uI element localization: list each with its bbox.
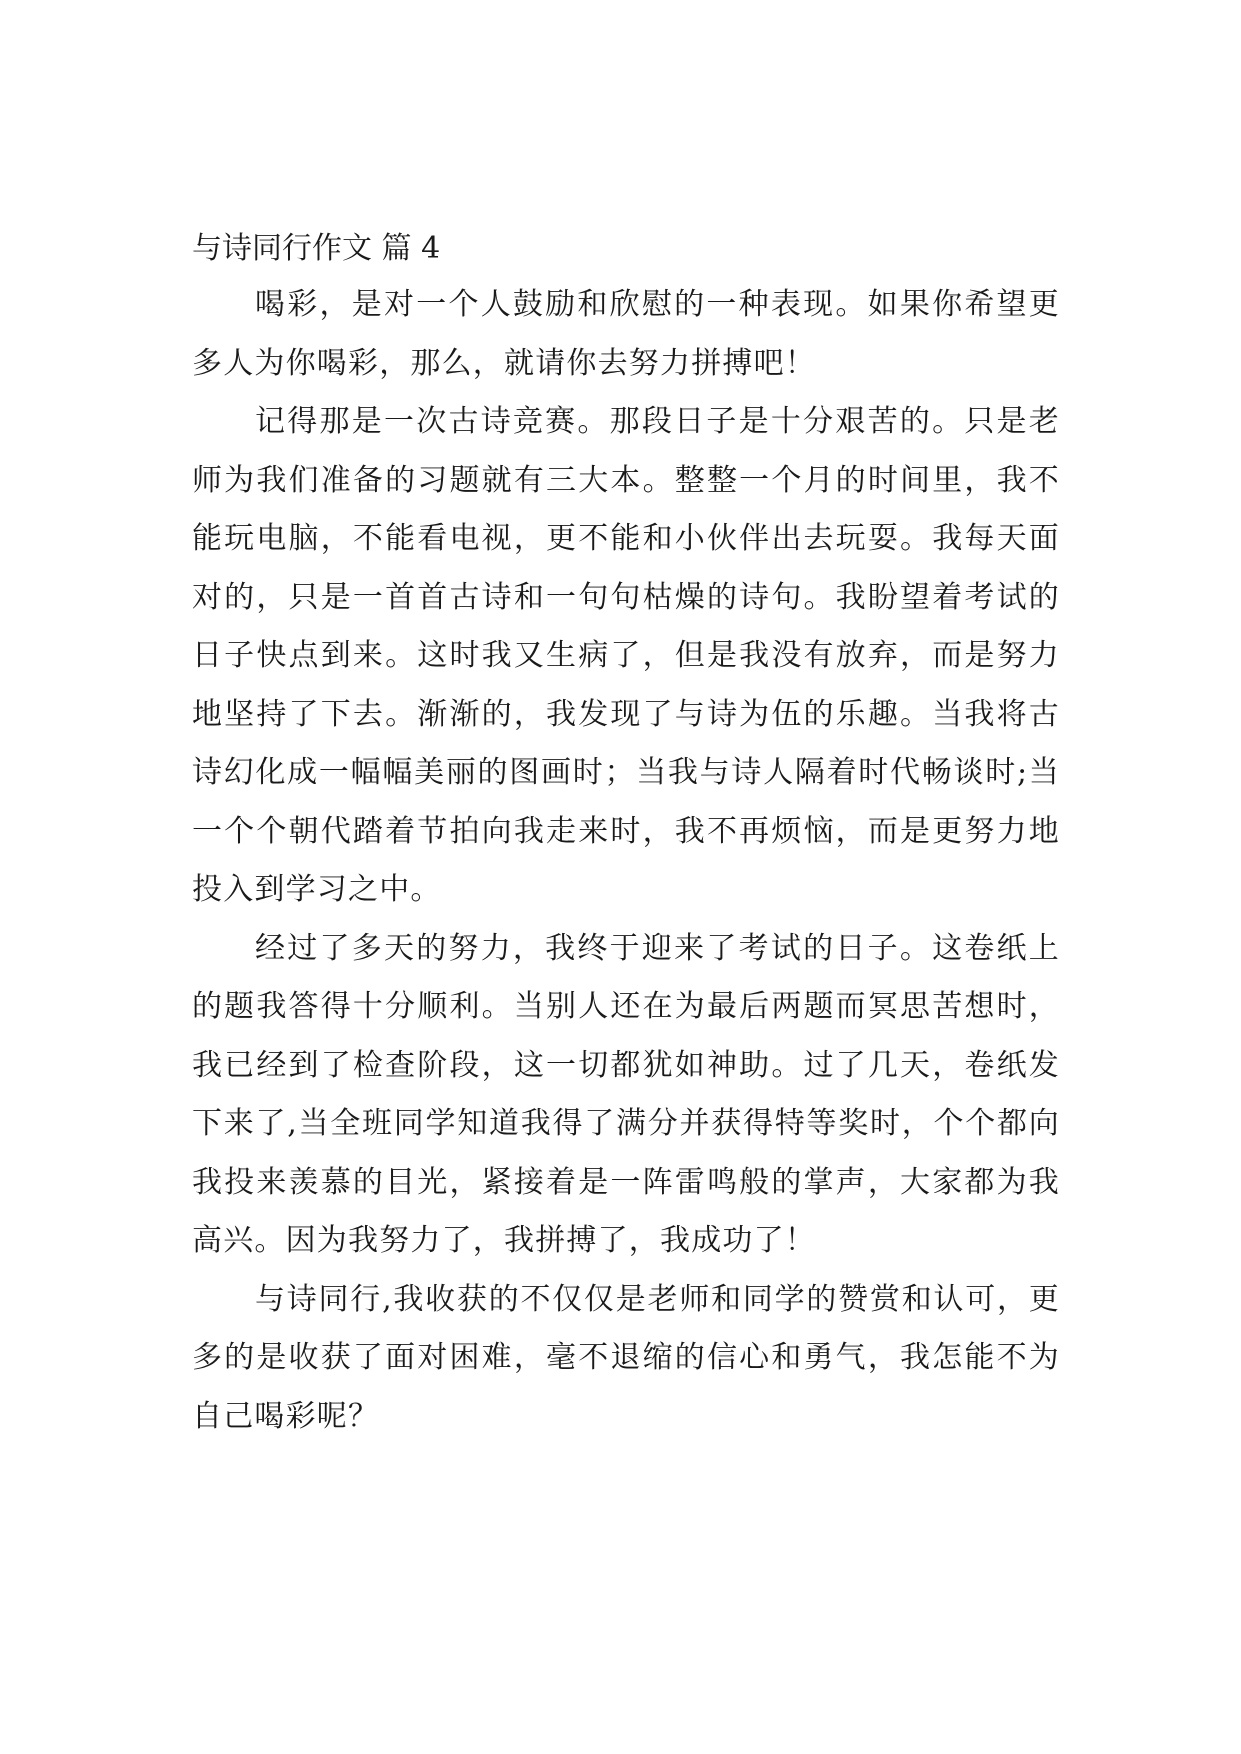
paragraph-2: 记得那是一次古诗竞赛。那段日子是十分艰苦的。只是老师为我们准备的习题就有三大本。整整一个月的时间里，我不能玩电脑，不能看电视，更不能和小伙伴出去玩耍。我每天面对的，只是一首首古诗和一句句枯燥的诗句。我盼望着考试的日子快点到来。这时我又生病了，但是我没有放弃，而是努力地坚持了下去。渐渐的，我发现了与诗为伍的乐趣。当我将古诗幻化成一幅幅美丽的图画时；当我与诗人隔着时代畅谈时;当一个个朝代踏着节拍向我走来时，我不再烦恼，而是更努力地投入到学习之中。 [192, 404, 1060, 907]
paragraph-1: 喝彩，是对一个人鼓励和欣慰的一种表现。如果你希望更多人为你喝彩，那么，就请你去努力拼搏吧！ [192, 287, 1060, 381]
document-page [192, 222, 1060, 1446]
paragraph-3: 经过了多天的努力，我终于迎来了考试的日子。这卷纸上的题我答得十分顺利。当别人还在为最后两题而冥思苦想时，我已经到了检查阶段，这一切都犹如神助。过了几天，卷纸发下来了,当全班同学知道我得了满分并获得特等奖时，个个都向我投来羡慕的目光，紧接着是一阵雷鸣般的掌声，大家都为我高兴。因为我努力了，我拼搏了，我成功了！ [192, 930, 1060, 1258]
paragraph-4: 与诗同行,我收获的不仅仅是老师和同学的赞赏和认可，更多的是收获了面对困难，毫不退缩的信心和勇气，我怎能不为自己喝彩呢？ [192, 1281, 1060, 1434]
document-title: 与诗同行作文 篇 4 [192, 231, 441, 266]
